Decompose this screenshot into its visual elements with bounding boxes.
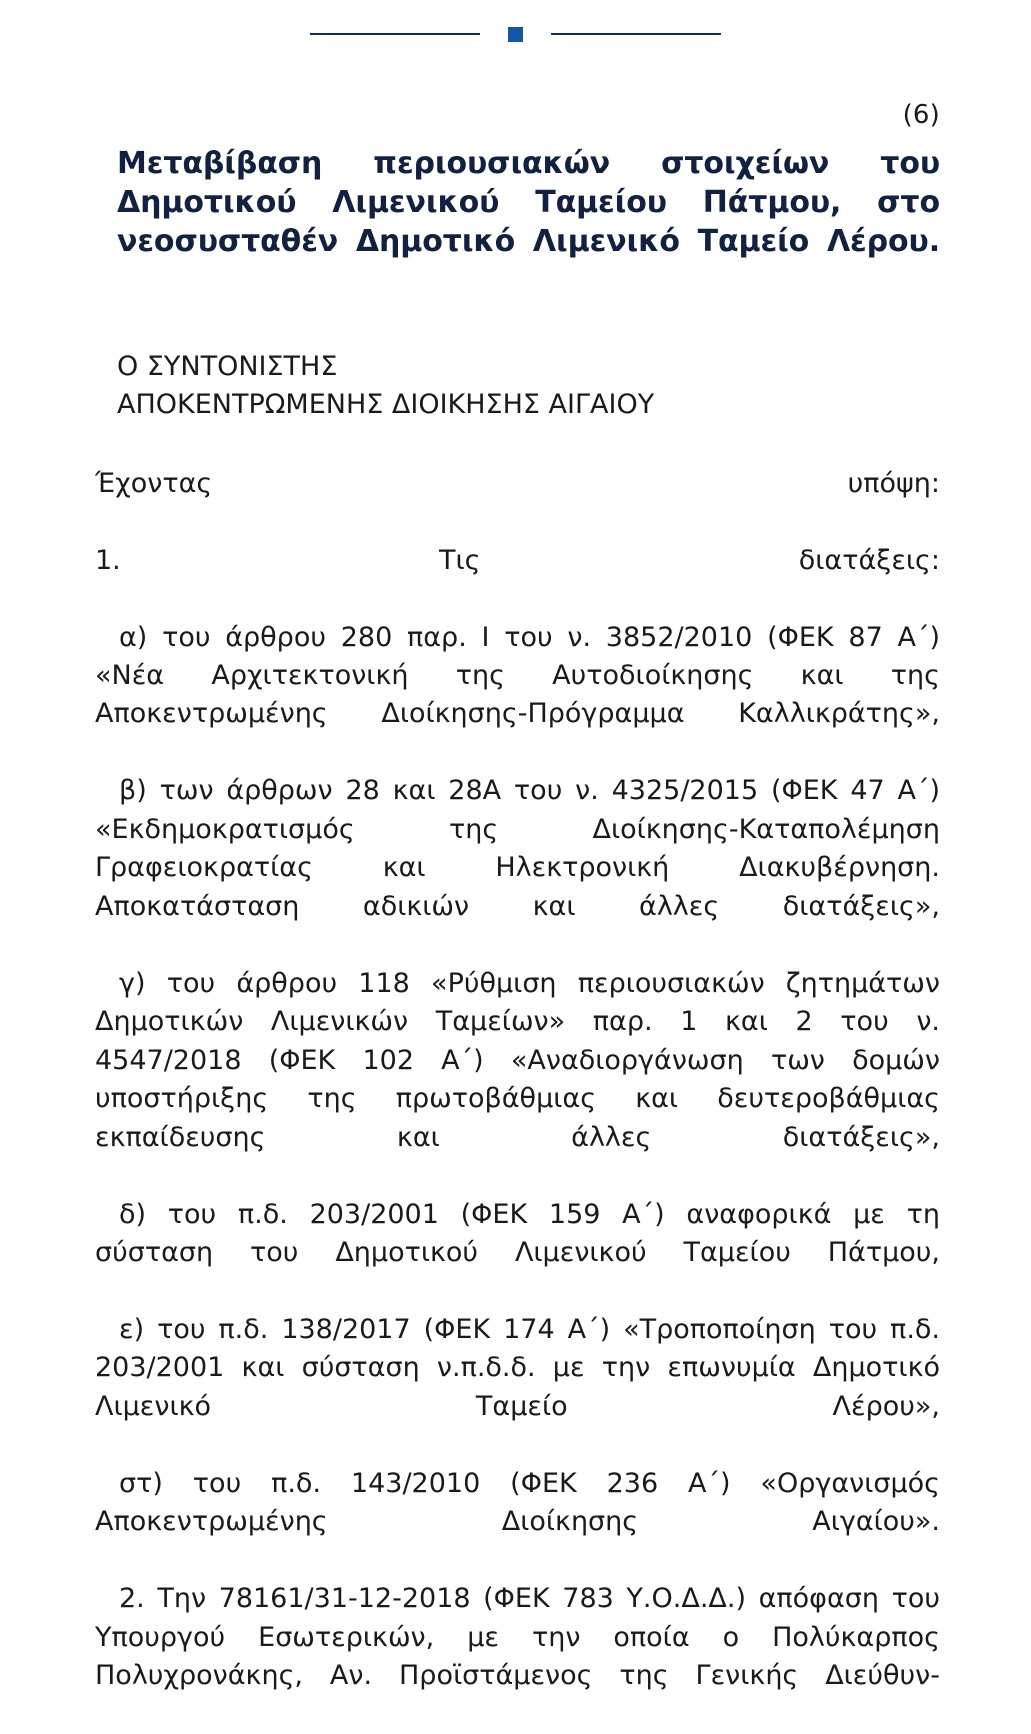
- authority-line-2: ΑΠΟΚΕΝΤΡΩΜΕΝΗΣ ΔΙΟΙΚΗΣΗΣ ΑΙΓΑΙΟΥ: [117, 389, 655, 421]
- paragraph-clause-1a: α) του άρθρου 280 παρ. I του ν. 3852/2010 (ΦΕΚ 87 Α΄) «Νέα Αρχιτεκτονική της Αυτοδιοίκησης και της Αποκεντρωμένης Διοίκησης-Πρόγραμμα Καλλικράτης»,: [95, 621, 940, 730]
- document-content: [95, 100, 940, 1734]
- paragraph-clause-1e: ε) του π.δ. 138/2017 (ΦΕΚ 174 Α΄) «Τροποποίηση του π.δ. 203/2001 και σύσταση ν.π.δ.δ. με την επωνυμία Δημοτικό Λιμενικό Ταμείο Λέρου»,: [95, 1313, 940, 1422]
- authority-line-1: Ο ΣΥΝΤΟΝΙΣΤΗΣ: [117, 351, 338, 382]
- paragraph-clause-1: 1. Τις διατάξεις:: [95, 544, 940, 576]
- divider-rule-right: [551, 33, 721, 35]
- square-bullet-divider-icon: [508, 27, 523, 42]
- section-divider: [0, 22, 1031, 46]
- paragraph-clause-1f: στ) του π.δ. 143/2010 (ΦΕΚ 236 Α΄) «Οργανισμός Αποκεντρωμένης Διοίκησης Αιγαίου».: [95, 1467, 940, 1538]
- paragraph-clause-1b: β) των άρθρων 28 και 28Α του ν. 4325/2015 (ΦΕΚ 47 Α΄) «Εκδημοκρατισμός της Διοίκησης-Καταπολέμηση Γραφειοκρατίας και Ηλεκτρονική Διακυβέρνηση. Αποκατάσταση αδικιών και άλλες διατάξεις»,: [95, 775, 940, 922]
- paragraph-clause-2: 2. Την 78161/31-12-2018 (ΦΕΚ 783 Υ.Ο.Δ.Δ.) απόφαση του Υπουργού Εσωτερικών, με την οποία ο Πολύκαρπος Πολυχρονάκης, Αν. Προϊστάμενος της Γενικής Διεύθυν-: [95, 1583, 940, 1692]
- document-number: (6): [902, 100, 940, 130]
- paragraph-clause-1d: δ) του π.δ. 203/2001 (ΦΕΚ 159 Α΄) αναφορικά με τη σύσταση του Δημοτικού Λιμενικού Ταμείου Πάτμου,: [95, 1198, 940, 1269]
- issuing-authority: [95, 348, 940, 425]
- paragraph-clause-1c: γ) του άρθρου 118 «Ρύθμιση περιουσιακών ζητημάτων Δημοτικών Λιμενικών Ταμείων» παρ. 1 και 2 του ν. 4547/2018 (ΦΕΚ 102 Α΄) «Αναδιοργάνωση των δομών υποστήριξης της πρωτοβάθμιας και δευτεροβάθμιας εκπαίδευσης και άλλες διατάξεις»,: [95, 967, 940, 1153]
- paragraph-preamble: Έχοντας υπόψη:: [95, 467, 940, 499]
- divider-rule-left: [310, 33, 480, 35]
- document-title: Μεταβίβαση περιουσιακών στοιχείων του Δημοτικού Λιμενικού Ταμείου Πάτμου, στο νεοσυσταθέν Δημοτικό Λιμενικό Ταμείο Λέρου.: [117, 146, 940, 259]
